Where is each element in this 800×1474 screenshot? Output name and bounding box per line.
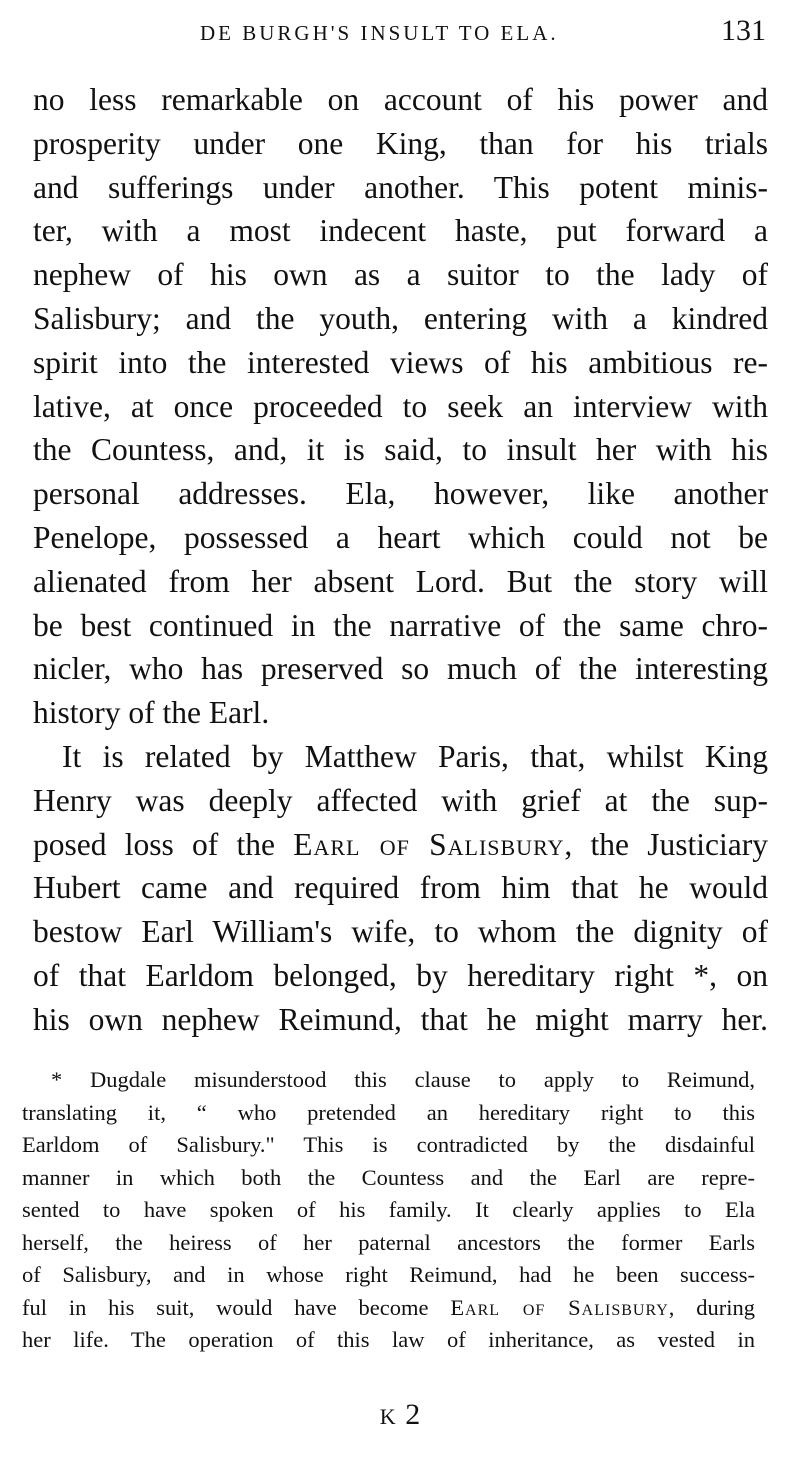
footnote-line: of Salisbury, and in whose right Reimund, had he been success-: [22, 1262, 755, 1287]
text-fragment: posed loss of the: [33, 826, 294, 862]
footnote-line: translating it, “ who pretended an hereditary right to this: [22, 1099, 755, 1125]
text-line: Salisbury; and the youth, entering with a kindred: [33, 300, 768, 336]
text-fragment: , the Justiciary: [564, 826, 769, 862]
text-line: nephew of his own as a suitor to the lady of: [33, 257, 768, 293]
text-line: and sufferings under another. This potent minis-: [33, 169, 768, 205]
small-caps-name: Earl of Salisbury: [293, 826, 565, 862]
text-line: nicler, who has preserved so much of the interesting: [33, 651, 768, 687]
text-fragment: , during: [668, 1294, 755, 1320]
footnote-line: [22, 1292, 755, 1325]
text-line: Hubert came and required from him that he would: [33, 870, 768, 906]
text-line: prosperity under one King, than for his trials: [33, 125, 768, 161]
text-fragment: ful in his suit, would have become: [22, 1294, 451, 1320]
footnote-line: * Dugdale misunderstood this clause to apply to Reimund,: [51, 1067, 755, 1092]
small-caps-name: Earl of Salisbury: [450, 1294, 669, 1320]
text-line: be best continued in the narrative of the same chro-: [33, 607, 768, 643]
text-line: Henry was deeply affected with grief at the sup-: [33, 782, 768, 818]
footnote-line: manner in which both the Countess and the Earl are repre-: [22, 1164, 755, 1190]
signature-mark: [0, 1398, 800, 1432]
text-line: the Countess, and, it is said, to insult her with his: [33, 432, 768, 468]
running-head: [30, 14, 770, 54]
text-line: Penelope, possessed a heart which could not be: [33, 519, 768, 555]
text-line: alienated from her absent Lord. But the story will: [33, 563, 768, 599]
text-line: no less remarkable on account of his power and: [33, 82, 768, 117]
text-line: It is related by Matthew Paris, that, whilst King: [62, 738, 768, 774]
text-line: lative, at once proceeded to seek an interview with: [33, 388, 768, 424]
body-text: [33, 78, 768, 1042]
signature-number: 2: [405, 1398, 421, 1431]
text-line: spirit into the interested views of his ambitious re-: [33, 344, 768, 380]
running-title: DE BURGH'S INSULT TO ELA.: [200, 21, 559, 45]
signature-letter: K: [379, 1404, 398, 1429]
text-line: history of the Earl.: [33, 695, 270, 731]
footnote-line: her life. The operation of this law of inheritance, as vested in: [22, 1327, 755, 1352]
text-line: personal addresses. Ela, however, like another: [33, 476, 768, 512]
footnote-line: herself, the heiress of her paternal ancestors the former Earls: [22, 1229, 755, 1255]
footnote-line: sented to have spoken of his family. It clearly applies to Ela: [22, 1197, 755, 1222]
footnote-line: Earldom of Salisbury." This is contradicted by the disdainful: [22, 1132, 755, 1157]
page-number: 131: [721, 14, 766, 47]
footnote: [22, 1064, 755, 1357]
text-line: of that Earldom belonged, by hereditary right *, on: [33, 957, 768, 993]
text-line: ter, with a most indecent haste, put forward a: [33, 213, 768, 249]
text-line: bestow Earl William's wife, to whom the dignity of: [33, 914, 768, 950]
text-line: [33, 823, 768, 867]
text-line: his own nephew Reimund, that he might marry her.: [33, 1001, 768, 1037]
